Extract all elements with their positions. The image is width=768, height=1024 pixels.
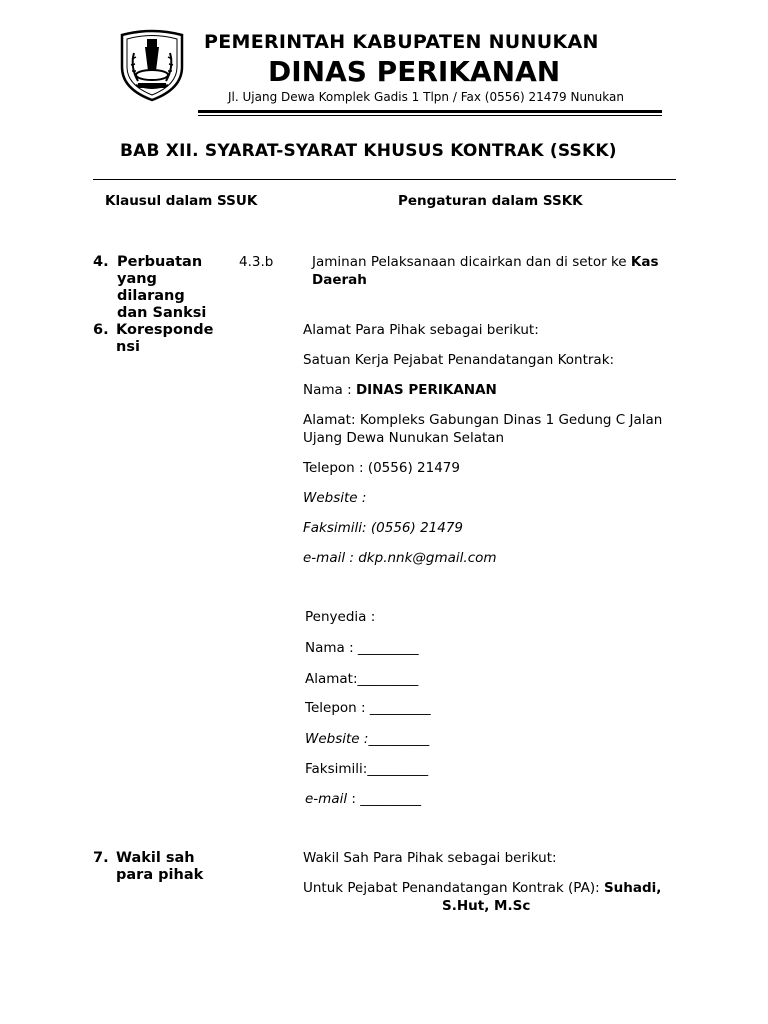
clause-7-line: Wakil sah <box>116 850 195 866</box>
chapter-title: BAB XII. SYARAT-SYARAT KHUSUS KONTRAK (SSKK) <box>120 141 617 161</box>
title-divider <box>93 179 676 180</box>
column-header-sskk: Pengaturan dalam SSKK <box>398 193 583 209</box>
nama-value: DINAS PERIKANAN <box>355 382 497 398</box>
clause-4-text-line2: Daerah <box>312 272 367 288</box>
clause-4-subnumber: 4.3.b <box>239 254 274 270</box>
kas-daerah-bold: Kas <box>630 254 659 270</box>
letterhead-divider-thick <box>198 110 662 113</box>
letterhead-agency-name: DINAS PERIKANAN <box>268 55 561 88</box>
clause-4 <box>93 254 233 322</box>
letterhead-government-name: PEMERINTAH KABUPATEN NUNUKAN <box>204 31 599 53</box>
clause-6 <box>93 322 233 356</box>
wakil-pa-label: Untuk Pejabat Penandatangan Kontrak (PA): <box>303 880 604 896</box>
clause-6-line: nsi <box>116 339 140 355</box>
penyedia-email <box>305 790 421 808</box>
clause-7-line: para pihak <box>116 867 204 883</box>
penyedia-alamat: Alamat:_________ <box>305 671 419 687</box>
letterhead-address: Jl. Ujang Dewa Komplek Gadis 1 Tlpn / Fax (0556) 21479 Nunukan <box>228 90 624 104</box>
nama-label: Nama : <box>303 382 356 398</box>
regency-coat-of-arms-icon <box>116 27 188 102</box>
penyedia-website-blank: _________ <box>368 731 430 747</box>
wakil-pa-title: S.Hut, M.Sc <box>442 898 531 914</box>
clause-4-text-line1 <box>312 253 659 271</box>
penyedia-telepon: Telepon : _________ <box>305 700 431 716</box>
clause-4-line: Perbuatan <box>117 254 203 270</box>
korespondensi-telepon: Telepon : (0556) 21479 <box>303 460 460 476</box>
clause-4-line: dan Sanksi <box>117 305 207 321</box>
korespondensi-alamat-line1: Alamat: Kompleks Gabungan Dinas 1 Gedung C Jalan <box>303 412 663 428</box>
korespondensi-faksimili: Faksimili: (0556) 21479 <box>303 520 464 536</box>
penyedia-title: Penyedia : <box>305 609 376 625</box>
korespondensi-email: e-mail : dkp.nnk@gmail.com <box>303 550 497 566</box>
penyedia-website <box>305 730 429 748</box>
clause-6-line: Koresponde <box>116 322 214 338</box>
wakil-intro: Wakil Sah Para Pihak sebagai berikut: <box>303 850 557 866</box>
clause-4-line: yang <box>117 271 157 287</box>
clause-4-text: Jaminan Pelaksanaan dicairkan dan di setor ke <box>312 254 631 270</box>
penyedia-email-blank: : _________ <box>347 791 421 807</box>
clause-4-number: 4. <box>93 254 109 270</box>
penyedia-website-label: Website : <box>305 731 369 747</box>
clause-6-number: 6. <box>93 322 109 338</box>
penyedia-email-label: e-mail <box>305 791 348 807</box>
letterhead-divider-thin <box>198 115 662 116</box>
korespondensi-alamat-line2: Ujang Dewa Nunukan Selatan <box>303 430 505 446</box>
clause-4-line: dilarang <box>117 288 185 304</box>
penyedia-nama: Nama : _________ <box>305 640 419 656</box>
penyedia-faksimili: Faksimili:_________ <box>305 761 429 777</box>
korespondensi-nama <box>303 381 497 399</box>
column-header-ssuk: Klausul dalam SSUK <box>105 193 258 209</box>
korespondensi-website: Website : <box>303 490 367 506</box>
wakil-pa-line1 <box>303 879 661 897</box>
korespondensi-satker: Satuan Kerja Pejabat Penandatangan Kontrak: <box>303 352 615 368</box>
wakil-pa-name: Suhadi, <box>603 880 662 896</box>
clause-7 <box>93 850 233 884</box>
clause-7-number: 7. <box>93 850 109 866</box>
korespondensi-intro: Alamat Para Pihak sebagai berikut: <box>303 322 539 338</box>
